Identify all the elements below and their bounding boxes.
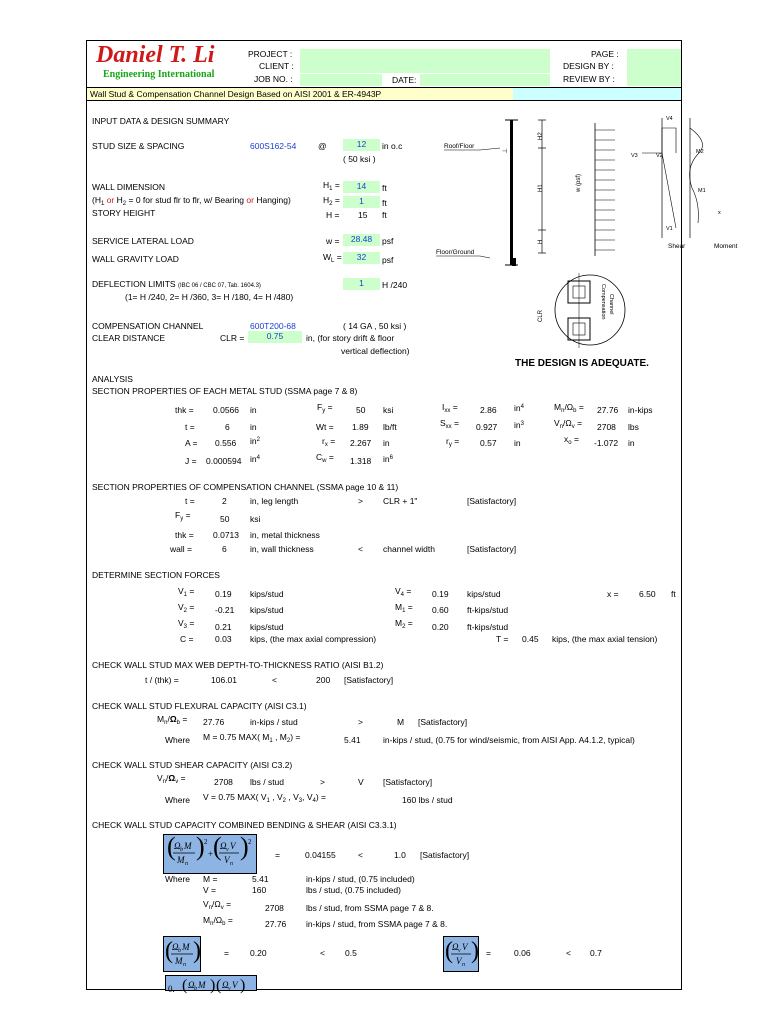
stud-line: [510, 120, 513, 265]
combined-formula-box: [163, 834, 257, 874]
v1-value: 0.19: [215, 589, 232, 599]
w-input[interactable]: 28.48: [343, 234, 380, 246]
c-label: C =: [180, 634, 194, 644]
v3-value: 0.21: [215, 622, 232, 632]
wl-unit: psf: [382, 255, 394, 265]
wall-dim-label: WALL DIMENSION: [92, 182, 166, 192]
svg-text:V: V: [224, 855, 230, 865]
svg-text:n: n: [462, 962, 465, 968]
svg-text:V: V: [230, 841, 236, 851]
svg-text:x: x: [718, 210, 721, 216]
prop-j-unit: $in^4$: [250, 454, 260, 464]
prop-xo-label: $x_o$ =: [564, 434, 579, 446]
x-value: 6.50: [639, 589, 656, 599]
flex-eq: M = 0.75 MAX( $M_1$ , $M_2$) =: [203, 732, 301, 744]
chan-lt: <: [358, 544, 363, 554]
prop-wt-value: 1.89: [352, 422, 369, 432]
prop-xo-value: -1.072: [594, 438, 619, 448]
svg-text:): ): [196, 832, 205, 861]
jobno-label: JOB NO. :: [254, 74, 293, 84]
svg-text:M: M: [177, 855, 185, 865]
compensation-label: COMPENSATION CHANNEL: [92, 321, 204, 331]
flex-value: 27.76: [203, 717, 225, 727]
ratio-v-eq: =: [486, 948, 491, 958]
svg-text:V2: V2: [656, 153, 663, 159]
shear-v-value: 160 lbs / stud: [402, 795, 453, 805]
svg-text:H2: H2: [538, 132, 544, 140]
flex-title: CHECK WALL STUD FLEXURAL CAPACITY (AISI C3.1): [92, 701, 307, 711]
comb-vn-note: lbs / stud, from SSMA page 7 & 8.: [306, 903, 434, 913]
svg-text:Compensation: Compensation: [600, 284, 606, 320]
ratio-v-formula-box: [443, 936, 479, 972]
prop-mn-unit: in-kips: [628, 405, 653, 415]
wl-input[interactable]: 32: [343, 252, 380, 264]
ratio-m-lt: <: [320, 948, 325, 958]
svg-text:H: H: [538, 239, 544, 244]
prop-j-value: 0.000594: [206, 456, 242, 466]
ratio-m-formula-box: [163, 936, 201, 972]
ratio-m-value: 0.20: [250, 948, 267, 958]
h1-unit: ft: [382, 183, 387, 193]
svg-text:2: 2: [204, 838, 208, 846]
stud-label: STUD SIZE & SPACING: [92, 141, 185, 151]
svg-text:Ω: Ω: [188, 980, 195, 990]
svg-text:+: +: [208, 849, 214, 859]
wall-note: ($H_1$ or $H_2 = 0$ for stud flr to flr, w/ Bearing or Hanging): [92, 195, 291, 207]
input-section-title: INPUT DATA & DESIGN SUMMARY: [92, 116, 230, 126]
title-bar-right: [513, 87, 681, 101]
web-sat: [Satisfactory]: [344, 675, 394, 685]
t-value: 0.45: [522, 634, 539, 644]
svg-text:H1: H1: [538, 184, 544, 192]
prop-ry-value: 0.57: [480, 438, 497, 448]
web-value: 106.01: [211, 675, 237, 685]
chan-clr: CLR + 1": [383, 496, 418, 506]
prop-mn-value: 27.76: [597, 405, 619, 415]
m1-unit: ft-kips/stud: [467, 605, 509, 615]
v4-value: 0.19: [432, 589, 449, 599]
ratio-v-lt: <: [566, 948, 571, 958]
channel-props-title: SECTION PROPERTIES OF COMPENSATION CHANNEL (SSMA page 10 & 11): [92, 482, 399, 492]
prop-mn-label: $M_n/\Omega_b$ =: [554, 402, 584, 414]
svg-text:b: b: [194, 986, 197, 992]
prop-fy-label: $F_y$ =: [317, 402, 333, 414]
prop-wt-label: Wt =: [316, 422, 334, 432]
prop-rx-value: 2.267: [350, 438, 372, 448]
combined-eq: =: [275, 850, 280, 860]
page-design-review-fields[interactable]: [627, 49, 681, 86]
v3-label: $V_3$ =: [178, 618, 195, 630]
w-label: w =: [326, 236, 340, 246]
clr-note1: in, (for story drift & floor: [306, 333, 395, 343]
h1-input[interactable]: 14: [343, 181, 380, 193]
v4-label: $V_4$ =: [395, 586, 412, 598]
svg-text:): ): [240, 832, 249, 861]
shear-where: Where: [165, 795, 191, 805]
svg-text:): ): [471, 938, 479, 964]
service-load-label: SERVICE LATERAL LOAD: [92, 236, 194, 246]
svg-text:M: M: [175, 956, 183, 966]
bottom-formula-box: [165, 975, 257, 994]
clr-label: CLR =: [220, 333, 245, 343]
chan-sat2: [Satisfactory]: [467, 544, 517, 554]
prop-fy-unit: ksi: [383, 405, 394, 415]
chan-wall-value: 6: [222, 544, 227, 554]
chan-t-unit: in, leg length: [250, 496, 299, 506]
svg-text:V: V: [232, 980, 238, 990]
t-label: T =: [496, 634, 509, 644]
prop-ixx-value: 2.86: [480, 405, 497, 415]
shear-sat: [Satisfactory]: [383, 777, 433, 787]
page-top-border: [86, 40, 682, 41]
moment-label: Moment: [714, 243, 738, 250]
chan-t-label: t =: [185, 496, 195, 506]
comb-v-label: V =: [203, 885, 216, 895]
svg-text:Ω: Ω: [452, 942, 459, 952]
prop-t-label: t =: [185, 422, 195, 432]
compensation-note: ( 14 GA , 50 ksi ): [343, 321, 407, 331]
svg-text:M: M: [184, 841, 192, 851]
v1-unit: kips/stud: [250, 589, 284, 599]
svg-text:Ω: Ω: [222, 980, 229, 990]
c-value: 0.03: [215, 634, 232, 644]
shear-label: Shear: [668, 243, 686, 250]
comb-mn-note: in-kips / stud, from SSMA page 7 & 8.: [306, 919, 448, 929]
comb-v-value: 160: [252, 885, 267, 895]
h1-label: $H_1$ =: [323, 180, 340, 192]
svg-text:⊣: ⊣: [502, 149, 508, 155]
spacing-input[interactable]: 12: [343, 139, 380, 151]
prop-fy-value: 50: [356, 405, 366, 415]
m2-label: $M_2$ =: [395, 618, 413, 630]
deflection-result: H /240: [382, 280, 408, 290]
prop-ixx-label: $I_{xx}$ =: [442, 402, 458, 414]
flex-note: in-kips / stud, (0.75 for wind/seismic, from AISI App. A4.1.2, typical): [383, 735, 635, 745]
prop-ry-unit: in: [514, 438, 521, 448]
svg-text:): ): [240, 977, 246, 994]
h2-label: $H_2$ =: [323, 195, 340, 207]
company-subtitle: Engineering International: [103, 69, 215, 80]
flex-m-value: 5.41: [344, 735, 361, 745]
chan-thk-value: 0.0713: [213, 530, 239, 540]
svg-text:0.: 0.: [168, 984, 175, 994]
flex-gt: >: [358, 717, 363, 727]
svg-text:M: M: [198, 980, 206, 990]
svg-text:(: (: [213, 832, 222, 861]
svg-text:V4: V4: [666, 116, 673, 122]
prop-a-label: A =: [185, 438, 198, 448]
chan-wall-unit: in, wall thickness: [250, 544, 314, 554]
svg-text:V: V: [456, 956, 462, 966]
svg-text:): ): [210, 977, 216, 994]
flex-label: $M_n/\Omega_b$ =: [157, 714, 188, 726]
web-lt: <: [272, 675, 277, 685]
h-value: 15: [358, 210, 368, 220]
comb-m-note: in-kips / stud, (0.75 included): [306, 874, 415, 884]
v3-unit: kips/stud: [250, 622, 284, 632]
prop-ry-label: $r_y$ =: [446, 436, 460, 448]
x-unit: ft: [671, 589, 676, 599]
gravity-load-label: WALL GRAVITY LOAD: [92, 254, 179, 264]
svg-text:v: v: [228, 986, 231, 992]
ratio-v-limit: 0.7: [590, 948, 602, 958]
stud-size-value[interactable]: 600S162-54: [250, 141, 297, 151]
chan-wall-label: wall =: [170, 544, 192, 554]
chan-t-value: 2: [222, 496, 227, 506]
shear-title: CHECK WALL STUD SHEAR CAPACITY (AISI C3.2): [92, 760, 293, 770]
prop-rx-unit: in: [383, 438, 390, 448]
comb-m-value: 5.41: [252, 874, 269, 884]
h-label: H =: [326, 210, 340, 220]
design-adequate: THE DESIGN IS ADEQUATE.: [515, 358, 649, 369]
chan-fy-value: 50: [220, 514, 230, 524]
prop-vn-value: 2708: [597, 422, 616, 432]
prop-cw-unit: $in^6$: [383, 454, 393, 464]
shear-v: V: [358, 777, 364, 787]
comb-mn-label: $M_n/\Omega_b$ =: [203, 915, 233, 927]
comb-v-note: lbs / stud, (0.75 included): [306, 885, 401, 895]
chan-sat1: [Satisfactory]: [467, 496, 517, 506]
v1-label: $V_1$ =: [178, 586, 195, 598]
x-label: x =: [607, 589, 619, 599]
stud-props-title: SECTION PROPERTIES OF EACH METAL STUD (SSMA page 7 & 8): [92, 386, 358, 396]
v2-unit: kips/stud: [250, 605, 284, 615]
svg-text:M: M: [182, 942, 190, 952]
m1-value: 0.60: [432, 605, 449, 615]
analysis-title: ANALYSIS: [92, 374, 133, 384]
combined-limit: 1.0: [394, 850, 406, 860]
design-by-label: DESIGN BY :: [563, 61, 614, 71]
chan-width: channel width: [383, 544, 435, 554]
prop-sxx-unit: $in^3$: [514, 420, 524, 430]
ratio-v-value: 0.06: [514, 948, 531, 958]
prop-xo-unit: in: [628, 438, 635, 448]
deflection-options: (1= H /240, 2= H /360, 3= H /180, 4= H /480): [125, 292, 294, 302]
svg-text:Ω: Ω: [172, 942, 179, 952]
floor-ground-label: Floor/Ground: [436, 249, 475, 256]
deflection-input[interactable]: 1: [343, 278, 380, 290]
client-label: CLIENT :: [259, 61, 294, 71]
svg-text:M2: M2: [696, 149, 704, 155]
t-note: kips, (the max axial tension): [552, 634, 658, 644]
svg-text:V: V: [462, 942, 468, 952]
ratio-m-limit: 0.5: [345, 948, 357, 958]
prop-t-unit: in: [250, 422, 257, 432]
spacing-unit: in o.c: [382, 141, 403, 151]
chan-thk-label: thk =: [175, 530, 194, 540]
prop-thk-unit: in: [250, 405, 257, 415]
svg-text:n: n: [185, 861, 188, 867]
flex-m: M: [397, 717, 405, 727]
clr-input[interactable]: 0.75: [248, 331, 302, 343]
forces-title: DETERMINE SECTION FORCES: [92, 570, 220, 580]
web-title: CHECK WALL STUD MAX WEB DEPTH-TO-THICKNESS RATIO (AISI B1.2): [92, 660, 384, 670]
m1-label: $M_1$ =: [395, 602, 413, 614]
h2-unit: ft: [382, 198, 387, 208]
svg-text:V1: V1: [666, 226, 673, 232]
prop-sxx-label: $S_{xx}$ =: [440, 418, 459, 430]
clr-diagram-label: CLR: [538, 309, 544, 322]
w-unit: psf: [382, 236, 394, 246]
stud-ksi-note: ( 50 ksi ): [343, 154, 376, 164]
svg-text:b: b: [178, 948, 181, 954]
date-label: DATE:: [392, 75, 417, 85]
chan-thk-unit: in, metal thickness: [250, 530, 320, 540]
chan-fy-label: $F_y$ =: [175, 510, 191, 522]
svg-text:v: v: [226, 847, 229, 853]
clr-note2: vertical deflection): [341, 346, 410, 356]
shear-label: $V_n/\Omega_v$ =: [157, 773, 186, 785]
prop-thk-value: 0.0566: [213, 405, 239, 415]
jobno-field[interactable]: [300, 74, 382, 86]
at-sign: @: [318, 141, 327, 151]
project-label: PROJECT :: [248, 49, 293, 59]
chan-fy-unit: ksi: [250, 514, 261, 524]
svg-text:(: (: [216, 977, 222, 994]
prop-wt-unit: lb/ft: [383, 422, 397, 432]
chan-gt: >: [358, 496, 363, 506]
prop-vn-unit: lbs: [628, 422, 639, 432]
prop-thk-label: thk =: [175, 405, 194, 415]
m2-value: 0.20: [432, 622, 449, 632]
ratio-m-eq: =: [224, 948, 229, 958]
w-psf-label: w (psf): [576, 174, 582, 192]
v4-unit: kips/stud: [467, 589, 501, 599]
comb-mn-value: 27.76: [265, 919, 287, 929]
shear-unit: lbs / stud: [250, 777, 285, 787]
h2-input[interactable]: 1: [343, 196, 380, 208]
project-field[interactable]: [300, 49, 550, 73]
svg-text:Channel: Channel: [608, 294, 614, 315]
svg-text:b: b: [180, 847, 183, 853]
compensation-value[interactable]: 600T200-68: [250, 321, 296, 331]
review-by-label: REVIEW BY :: [563, 74, 615, 84]
c-note: kips, (the max axial compression): [250, 634, 377, 644]
shear-value: 2708: [214, 777, 233, 787]
svg-text:(: (: [167, 832, 176, 861]
prop-t-value: 6: [225, 422, 230, 432]
date-field[interactable]: [420, 74, 550, 86]
page-title: Wall Stud & Compensation Channel Design Based on AISI 2001 & ER-4943P: [90, 89, 382, 99]
comb-vn-value: 2708: [265, 903, 284, 913]
deflection-label: DEFLECTION LIMITS (IBC 06 / CBC 07, Tab. 1604.3): [92, 279, 261, 289]
svg-text:n: n: [183, 962, 186, 968]
prop-a-unit: $in^2$: [250, 436, 260, 446]
svg-text:V3: V3: [631, 153, 638, 159]
shear-gt: >: [320, 777, 325, 787]
svg-text:Ω: Ω: [174, 841, 181, 851]
combined-value: 0.04155: [305, 850, 336, 860]
v2-label: $V_2$ =: [178, 602, 195, 614]
svg-text:(: (: [182, 977, 188, 994]
prop-j-label: J =: [185, 456, 197, 466]
svg-text:(: (: [165, 938, 173, 964]
prop-a-value: 0.556: [215, 438, 237, 448]
company-name: Daniel T. Li: [96, 42, 215, 68]
prop-cw-value: 1.318: [350, 456, 372, 466]
svg-text:M1: M1: [698, 188, 706, 194]
svg-text:): ): [193, 938, 201, 964]
svg-text:n: n: [230, 861, 233, 867]
comb-m-label: M =: [203, 874, 218, 884]
comb-vn-label: $V_n/\Omega_v$ =: [203, 899, 232, 911]
prop-sxx-value: 0.927: [476, 422, 498, 432]
combined-title: CHECK WALL STUD CAPACITY COMBINED BENDING & SHEAR (AISI C3.3.1): [92, 820, 397, 830]
clear-distance-label: CLEAR DISTANCE: [92, 333, 166, 343]
combined-lt: <: [358, 850, 363, 860]
wall-diagram: [430, 108, 740, 353]
svg-text:v: v: [458, 948, 461, 954]
shear-eq: V = 0.75 MAX( $V_1$ , $V_2$ , $V_3$, $V_4$) =: [203, 792, 327, 804]
page-left-border: [86, 40, 87, 990]
m2-unit: ft-kips/stud: [467, 622, 509, 632]
prop-ixx-unit: $in^4$: [514, 403, 524, 413]
web-label: t / (thk) =: [145, 675, 179, 685]
v2-value: -0.21: [215, 605, 235, 615]
prop-rx-label: $r_x$ =: [322, 436, 336, 448]
svg-text:Ω: Ω: [220, 841, 227, 851]
web-limit: 200: [316, 675, 331, 685]
flex-sat: [Satisfactory]: [418, 717, 468, 727]
prop-vn-label: $V_n/\Omega_v$ =: [554, 418, 583, 430]
svg-text:(: (: [445, 938, 453, 964]
flex-where: Where: [165, 735, 191, 745]
roof-floor-label: Roof/Floor: [444, 143, 475, 150]
flex-unit: in-kips / stud: [250, 717, 298, 727]
h-unit: ft: [382, 210, 387, 220]
svg-text:2: 2: [248, 838, 252, 846]
combined-sat: [Satisfactory]: [420, 850, 470, 860]
story-height-label: STORY HEIGHT: [92, 208, 156, 218]
page-label: PAGE :: [591, 49, 619, 59]
wl-label: $W_L$ =: [323, 252, 342, 264]
prop-cw-label: $C_w$ =: [316, 452, 334, 464]
combined-formula: [164, 832, 256, 873]
comb-where: Where: [165, 874, 191, 884]
